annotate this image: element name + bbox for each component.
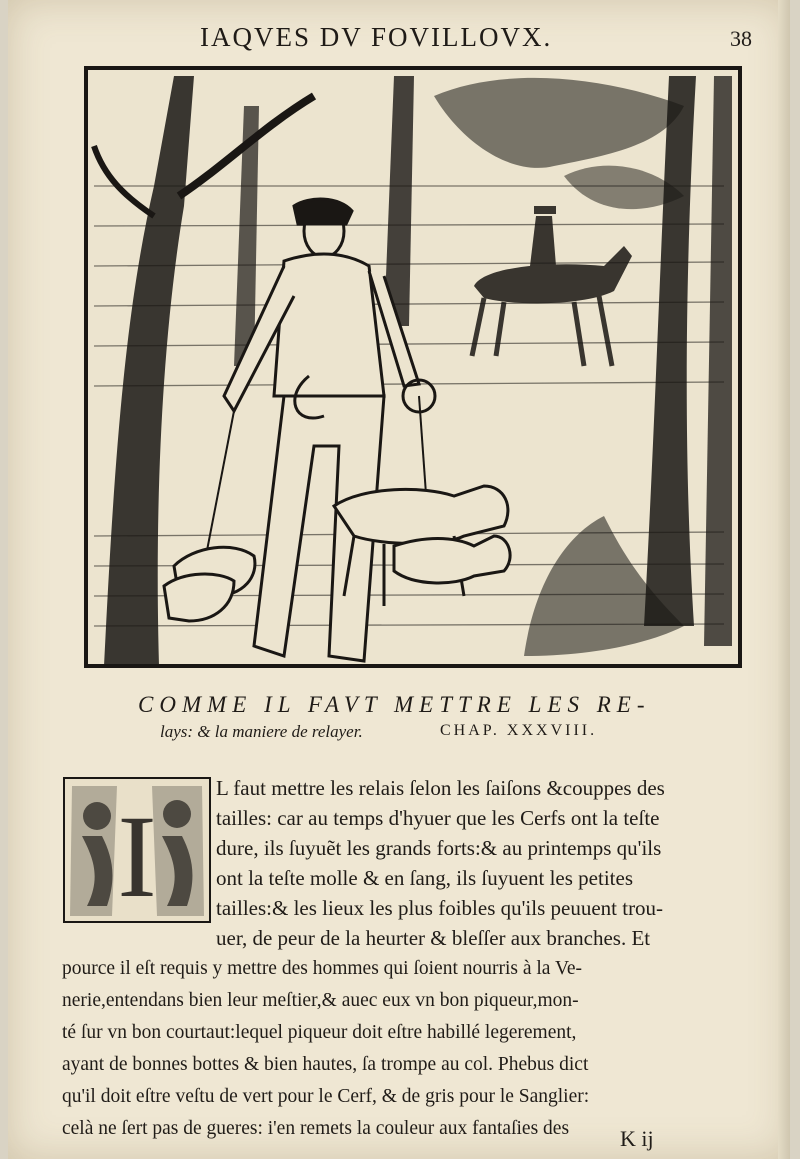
signature-mark: K ij [620,1126,654,1151]
text-line: qu'il doit eſtre veſtu de vert pour le Cerf, & de gris pour le Sanglier: [62,1086,590,1107]
text-line: ont la teſte molle & en ſang, ils ſuyuent les petites [216,866,633,890]
text-line: dure, ils ſuyuẽt les grands forts:& au printemps qu'ils [216,836,662,860]
svg-text:I: I [117,791,157,922]
text-line: tailles:& les lieux les plus foibles qu'ils peuuent trou- [216,896,664,920]
figure-caption-line1: COMME IL FAVT METTRE LES RE- [138,692,651,717]
text-line: tailles: car au temps d'hyuer que les Cerfs ont la teſte [216,806,660,830]
woodcut-illustration [84,66,742,668]
text-line: uer, de peur de la heurter & bleſſer aux branches. Et [216,926,651,950]
text-line: L faut mettre les relais ſelon les ſaiſons &couppes des [216,776,665,800]
text-line: celà ne ſert pas de gueres: i'en remets la couleur aux fantaſies des [62,1118,570,1139]
chapter-heading: CHAP. XXXVIII. [440,722,598,739]
text-line: té ſur vn bon courtaut:lequel piqueur doit eſtre habillé legerement, [62,1022,577,1043]
page-number: 38 [730,26,752,51]
text-line: ayant de bonnes bottes & bien hautes, ſa trompe au col. Phebus dict [62,1054,589,1075]
figure-caption-line2: lays: & la maniere de relayer. [160,722,363,741]
text-line: pource il eſt requis y mettre des hommes qui ſoient nourris à la Ve- [62,958,583,979]
page-edge [778,0,790,1159]
running-title: IAQVES DV FOVILLOVX. [200,22,553,52]
decorated-initial [62,776,212,924]
text-line: nerie,entendans bien leur meſtier,& auec eux vn bon piqueur,mon- [62,990,579,1011]
